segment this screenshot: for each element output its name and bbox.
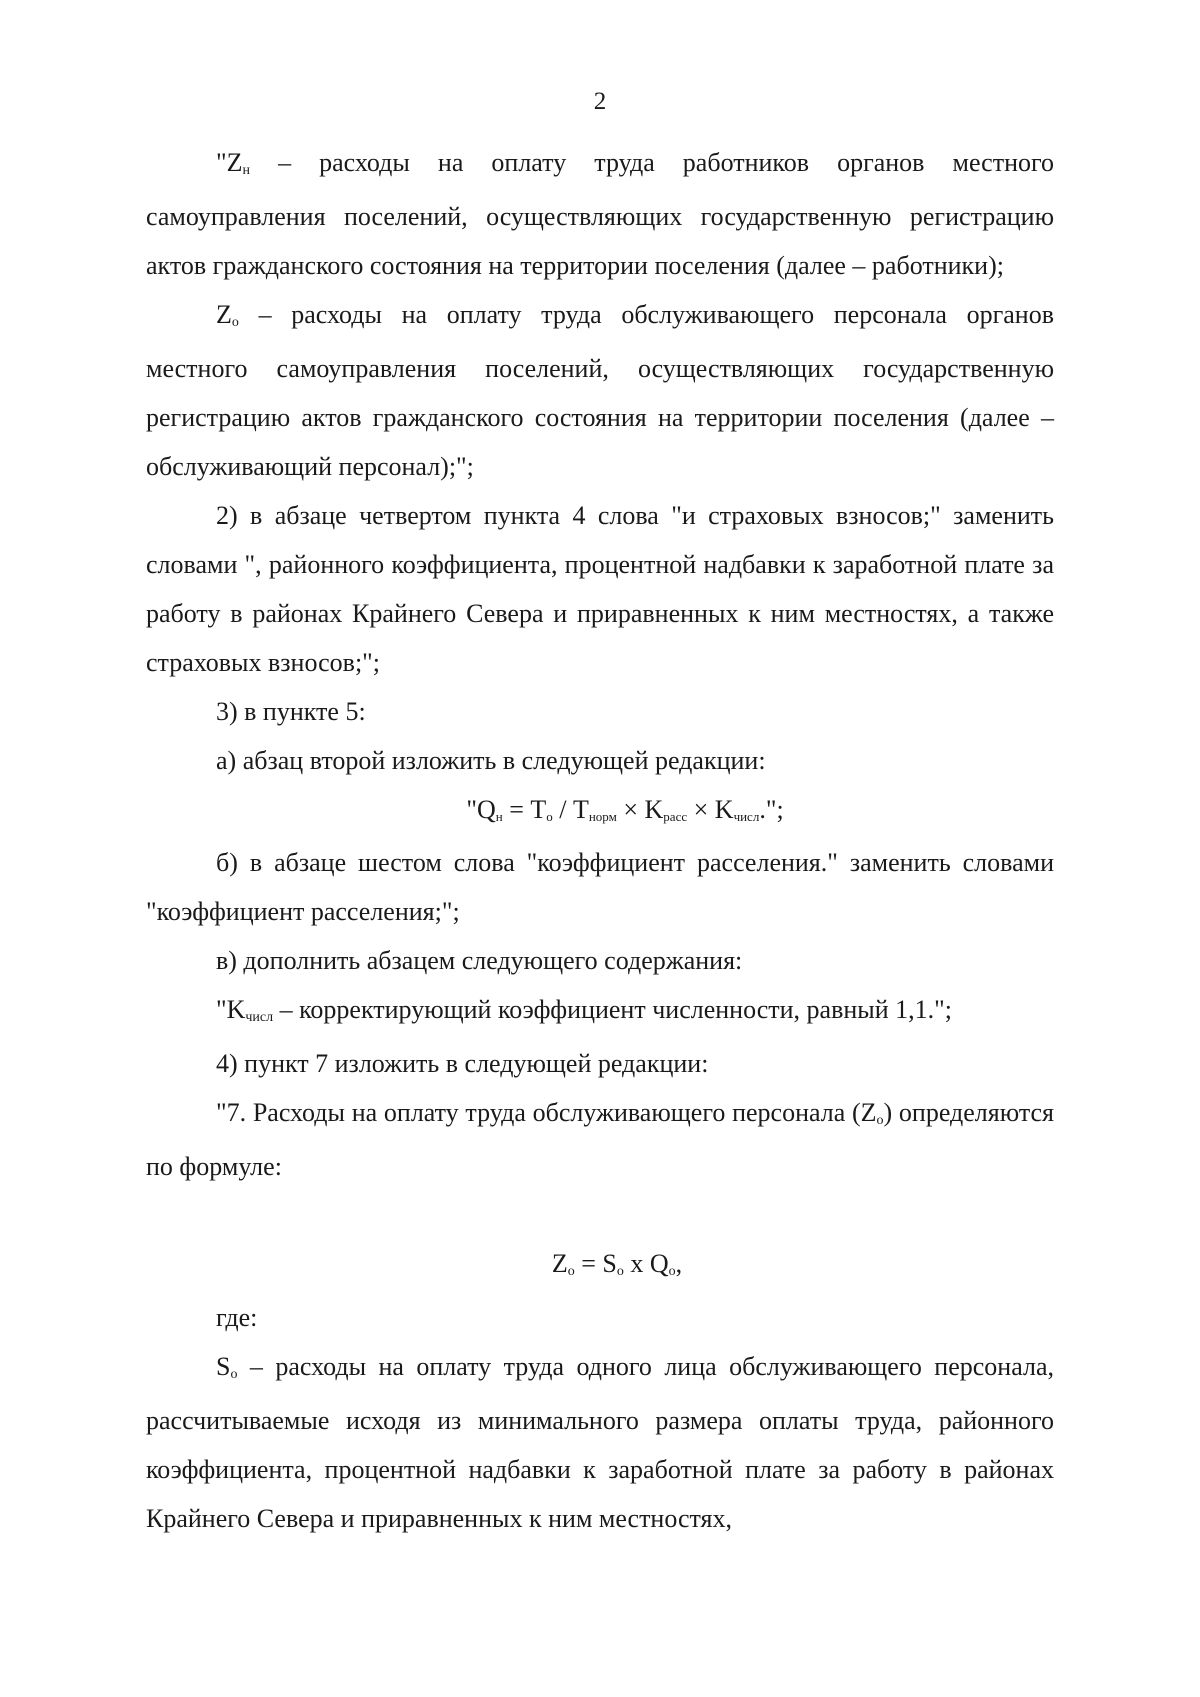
formula-part: x Q — [623, 1249, 669, 1278]
formula-sub: о — [668, 1264, 676, 1279]
formula-part: × K — [616, 795, 664, 824]
var-s: S — [216, 1352, 231, 1381]
subscript-o: о — [230, 1367, 238, 1382]
formula-sub: о — [616, 1264, 624, 1279]
paragraph-kchisl-definition — [146, 985, 1054, 1039]
paragraph-text: – расходы на оплату труда одного лица обслуживающего персонала, рассчитываемые исходя из минимального размера оплаты труда, районного коэффициента, процентной надбавки к заработной плате за работу в районах Крайнего Севера и приравненных к ним местностях, — [146, 1352, 1054, 1533]
paragraph-item-7 — [146, 1088, 1054, 1191]
paragraph-item-3a: а) абзац второй изложить в следующей редакции: — [216, 746, 766, 775]
formula-sub: норм — [588, 809, 617, 824]
page-number: 2 — [593, 88, 607, 115]
formula-sub: н — [495, 809, 503, 824]
var-z: Z — [226, 148, 243, 177]
var-z: Z — [216, 300, 232, 329]
formula-sub: числ — [733, 809, 760, 824]
var-k: "K — [216, 995, 246, 1024]
paragraph-text: – корректирующий коэффициент численности, равный 1,1."; — [273, 995, 952, 1024]
paragraph-zo-definition — [146, 290, 1054, 491]
paragraph-item-3: 3) в пункте 5: — [216, 697, 366, 726]
formula-sub: о — [567, 1264, 575, 1279]
subscript-n: н — [242, 163, 251, 178]
formula-z: Z — [551, 1249, 568, 1278]
document-body — [146, 138, 1054, 1543]
paragraph-text: ) определяются по формуле: — [146, 1098, 1055, 1181]
formula-part: × K — [687, 795, 734, 824]
paragraph-text: – расходы на оплату труда работников органов местного самоуправления поселений, осуществляющих государственную регистрацию актов гражданского состояния на территории поселения (далее – работники); — [146, 148, 1054, 280]
paragraph-text: – расходы на оплату труда обслуживающего персонала органов местного самоуправления поселений, осуществляющих государственную регистрацию актов гражданского состояния на территории поселения (далее – обслуживающий персонал);"; — [146, 300, 1054, 481]
paragraph-zn-definition — [146, 138, 1054, 290]
formula-sub: расс — [663, 809, 688, 824]
formula-part: = T — [502, 795, 547, 824]
paragraph-text: "7. Расходы на оплату труда обслуживающего персонала (Z — [216, 1098, 877, 1127]
formula-sub: о — [546, 809, 553, 824]
paragraph-so-definition — [146, 1342, 1054, 1543]
paragraph-item-4: 4) пункт 7 изложить в следующей редакции: — [216, 1049, 709, 1078]
formula-part: = S — [574, 1249, 617, 1278]
paragraph-item-3b: б) в абзаце шестом слова "коэффициент расселения." заменить словами "коэффициент расселения;"; — [146, 848, 1054, 926]
formula-part: / T — [552, 795, 589, 824]
formula-part: ."; — [759, 795, 784, 824]
subscript-chisl: числ — [245, 1010, 274, 1025]
paragraph-item-2: 2) в абзаце четвертом пункта 4 слова "и страховых взносов;" заменить словами ", районного коэффициента, процентной надбавки к заработной плате за работу в районах Крайнего Севера и приравненных к ним местностях, а также страховых взносов;"; — [146, 501, 1054, 677]
formula-zo — [146, 1239, 1054, 1293]
paragraph-item-3v: в) дополнить абзацем следующего содержания: — [216, 946, 743, 975]
formula-qn — [146, 785, 1054, 838]
paragraph-gde: где: — [216, 1303, 258, 1332]
subscript-o: о — [231, 315, 239, 330]
subscript-o: о — [876, 1113, 884, 1128]
open-quote: " — [216, 148, 227, 177]
formula-quote: " — [466, 795, 477, 824]
spacer — [146, 1191, 1054, 1239]
formula-q: Q — [476, 795, 496, 824]
formula-part: , — [675, 1249, 683, 1278]
